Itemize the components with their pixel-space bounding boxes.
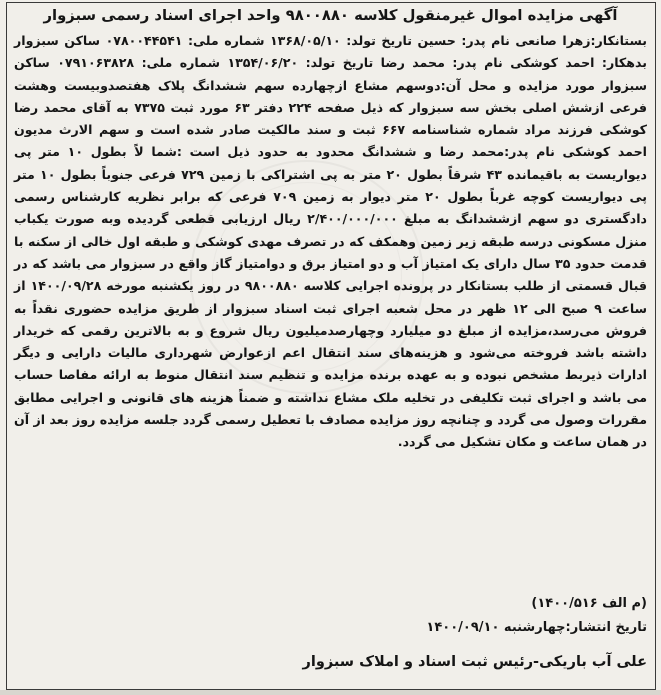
- notice-body: بستانکار:زهرا صانعی نام پدر: حسین تاریخ تولد: ۱۳۶۸/۰۵/۱۰ شماره ملی: ۰۷۸۰۰۴۴۵۴۱ ساکن سبزوار بدهکار: احمد کوشکی نام پدر: محمد رضا تاریخ تولد: ۱۳۵۴/۰۶/۲۰ شماره ملی: ۰۷۹۱۰۶۳۸۲۸ ساکن سبزوار مورد مزایده و محل آن:دوسهم مشاع ازچهارده سهم ششدانگ پلاک هفتصدوبیست وهشت فرعی ازشش اصلی بخش سه سبزوار که ذیل صفحه ۲۲۴ دفتر ۶۳ مورد ثبت ۷۳۷۵ به آقای محمد رضا کوشکی فرزند مراد شماره شناسنامه ۶۶۷ ثبت و سند مالکیت صادر شده است و سهم الارث مدیون احمد کوشکی نام پدر:محمد رضا و ششدانگ محدود به حدود ذیل است :شما لاً بطول ۱۰ متر پی دیواریست به باقیمانده ۴۳ شرقاً بطول ۲۰ متر به پی اشتراکی با زمین ۷۲۹ فرعی جنوباً بطول ۱۰ متر پی دیواریست کوچه غرباً بطول ۲۰ متر دیوار به زمین ۷۰۹ فرعی که برابر نظریه کارشناس رسمی دادگستری دو سهم ازششدانگ به مبلغ ۲/۴۰۰/۰۰۰/۰۰۰ ریال ارزیابی قطعی گردیده وبه صورت یکباب منزل مسکونی درسه طبقه زیر زمین وهمکف که در تصرف مهدی کوشکی و طبقه اول خالی از سکنه با قدمت حدود ۳۵ سال دارای یک امتیاز آب و دو امتیاز برق و دوامتیاز گاز واقع در سبزوار می باشد که در قبال قسمتی از طلب بستانکار در پرونده اجرایی کلاسه ۹۸۰۰۸۸۰ در روز یکشنبه مورخه ۱۴۰۰/۰۹/۲۸ از ساعت ۹ صبح الی ۱۲ ظهر در محل شعبه اجرای ثبت اسناد سبزوار از طریق مزایده حضوری نقداً به فروش می‌رسد،مزایده از مبلغ دو میلیارد وچهارصدمیلیون ریال شروع و به بالاترین رقمی که خریدار داشته باشد فروخته می‌شود و هزینه‌های سند انتقال اعم ازعوارض شهرداری مالیات دارایی و دیگر ادارات ذیربط مشخص نبوده و به عهده برنده مزایده و تنظیم سند انتقال منوط به ارائه مفاصا حساب می باشد و اجرای ثبت تکلیفی در تخلیه ملک مشاع نداشته و ضمناً هزینه های قانونی و اجرایی مطابق مقررات وصول می گردد و چنانچه روز مزایده مصادف با تعطیل رسمی گردد جلسه مزایده روز بعد از آن در همان ساعت و مکان تشکیل می گردد.: [14, 33, 648, 450]
- signatory: علی آب باریکی-رئیس ثبت اسناد و املاک سبزوار: [302, 654, 647, 670]
- publication-date: تاریخ انتشار:چهارشنبه ۱۴۰۰/۰۹/۱۰: [426, 620, 647, 635]
- notice-title: آگهی مزایده اموال غیرمنقول کلاسه ۹۸۰۰۸۸۰ واحد اجرای اسناد رسمی سبزوار: [43, 7, 618, 24]
- reference-number: (م الف ۱۴۰۰/۵۱۶): [531, 596, 647, 611]
- clipping-bottom-edge: [0, 690, 661, 695]
